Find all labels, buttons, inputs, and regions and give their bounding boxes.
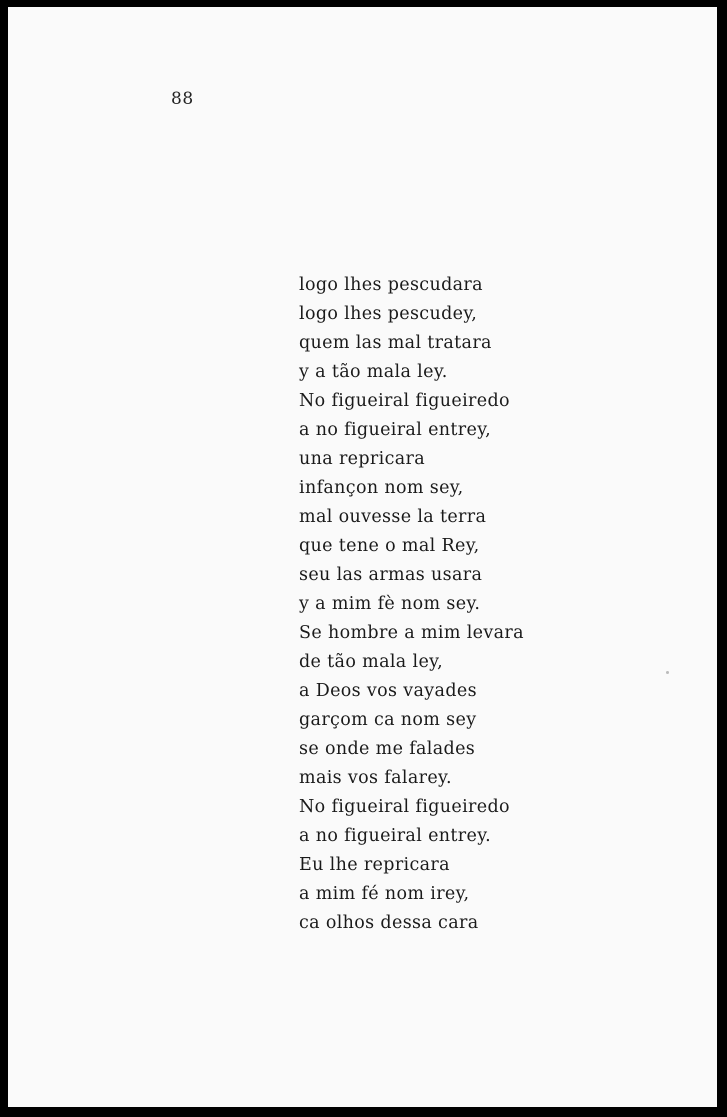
poem-line: se onde me falades <box>299 739 476 759</box>
book-page <box>8 7 717 1107</box>
poem-line: No figueiral figueiredo <box>299 797 510 817</box>
poem-line: logo lhes pescudara <box>299 275 483 295</box>
poem-line: Eu lhe repricara <box>299 855 450 875</box>
poem-line: una repricara <box>299 449 426 469</box>
poem-line: a no figueiral entrey, <box>299 420 492 440</box>
poem-line: seu las armas usara <box>299 565 483 585</box>
poem-line: a no figueiral entrey. <box>299 826 492 846</box>
poem-line: quem las mal tratara <box>299 333 492 353</box>
poem-line: y a tão mala ley. <box>299 362 448 382</box>
poem-line: a mim fé nom irey, <box>299 884 470 904</box>
poem-line: a Deos vos vayades <box>299 681 477 701</box>
poem-text <box>299 271 524 938</box>
poem-line: de tão mala ley, <box>299 652 443 672</box>
poem-line: garçom ca nom sey <box>299 710 477 730</box>
poem-line: y a mim fè nom sey. <box>299 594 481 614</box>
poem-line: No figueiral figueiredo <box>299 391 510 411</box>
poem-line: infançon nom sey, <box>299 478 464 498</box>
page-number: 88 <box>171 89 194 109</box>
poem-line: que tene o mal Rey, <box>299 536 480 556</box>
poem-line: ca olhos dessa cara <box>299 913 479 933</box>
poem-line: logo lhes pescudey, <box>299 304 478 324</box>
poem-line: mais vos falarey. <box>299 768 452 788</box>
paper-speck <box>666 671 669 674</box>
poem-line: Se hombre a mim levara <box>299 623 524 643</box>
poem-line: mal ouvesse la terra <box>299 507 487 527</box>
